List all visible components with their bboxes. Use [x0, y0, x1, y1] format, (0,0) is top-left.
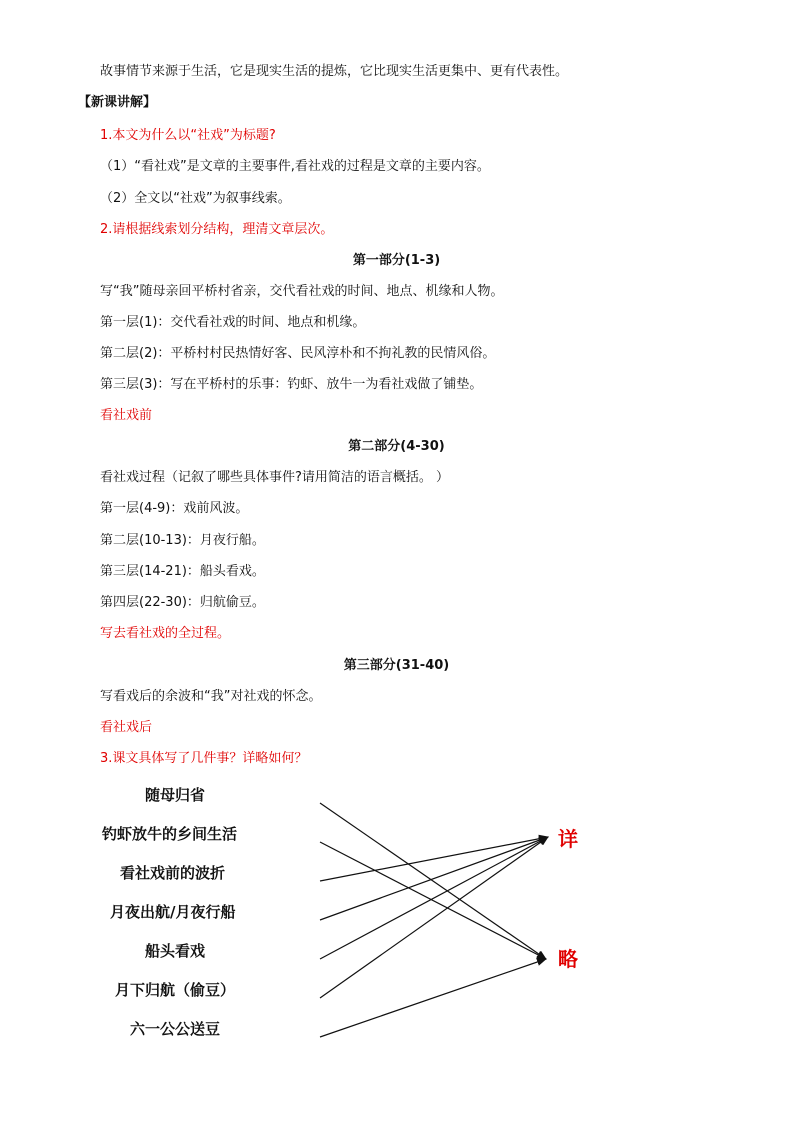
detail-matching-diagram [90, 775, 610, 1055]
event-1: 随母归省 [145, 786, 206, 804]
line-event-3-detailed [320, 837, 548, 881]
part-3-summary: 写看戏后的余波和“我”对社戏的怀念。 [100, 689, 322, 704]
part-1-layer-1: 第一层(1)：交代看社戏的时间、地点和机缘。 [100, 315, 366, 330]
part-2-layer-2: 第二层(10-13)：月夜行船。 [100, 533, 265, 548]
answer-1-2: （2）全文以“社戏”为叙事线索。 [100, 191, 291, 206]
event-6: 月下归航（偷豆） [115, 981, 236, 999]
part-2-note: 写去看社戏的全过程。 [100, 626, 231, 641]
part-3-title: 第三部分(31-40) [343, 658, 450, 673]
part-2-layer-4: 第四层(22-30)：归航偷豆。 [100, 595, 265, 610]
event-7: 六一公公送豆 [130, 1020, 221, 1038]
question-3: 3.课文具体写了几件事？详略如何？ [100, 751, 308, 766]
part-2-layer-1: 第一层(4-9)：戏前风波。 [100, 501, 249, 516]
connector-lines [90, 775, 610, 1055]
part-1-layer-3: 第三层(3)：写在平桥村的乐事：钓虾、放牛一为看社戏做了铺垫。 [100, 377, 483, 392]
part-2-title: 第二部分(4-30) [348, 439, 445, 454]
part-1-layer-2: 第二层(2)：平桥村村民热情好客、民风淳朴和不拘礼教的民情风俗。 [100, 346, 496, 361]
event-4: 月夜出航/月夜行船 [110, 903, 236, 921]
part-2-summary: 看社戏过程（记叙了哪些具体事件?请用简洁的语言概括。 ） [100, 470, 450, 485]
question-1: 1.本文为什么以“社戏”为标题? [100, 128, 276, 143]
line-event-5-detailed [320, 837, 548, 959]
intro-text: 故事情节来源于生活，它是现实生活的提炼，它比现实生活更集中、更有代表性。 [100, 64, 569, 79]
line-event-7-brief [320, 959, 546, 1037]
detailed-label: 详 [558, 827, 578, 851]
part-2-layer-3: 第三层(14-21)：船头看戏。 [100, 564, 265, 579]
part-1-note: 看社戏前 [100, 408, 153, 423]
question-2: 2.请根据线索划分结构，理清文章层次。 [100, 222, 334, 237]
answer-1-1: （1）“看社戏”是文章的主要事件,看社戏的过程是文章的主要内容。 [100, 159, 490, 174]
part-1-title: 第一部分(1-3) [352, 253, 441, 268]
section-heading: 【新课讲解】 [78, 95, 157, 110]
event-2: 钓虾放牛的乡间生活 [102, 825, 238, 843]
line-event-4-detailed [320, 837, 548, 920]
part-1-summary: 写“我”随母亲回平桥村省亲，交代看社戏的时间、地点、机缘和人物。 [100, 284, 504, 299]
line-event-1-brief [320, 803, 546, 959]
part-3-note: 看社戏后 [100, 720, 153, 735]
brief-label: 略 [558, 947, 578, 971]
event-3: 看社戏前的波折 [120, 864, 226, 882]
line-event-6-detailed [320, 837, 548, 998]
event-5: 船头看戏 [145, 942, 206, 960]
